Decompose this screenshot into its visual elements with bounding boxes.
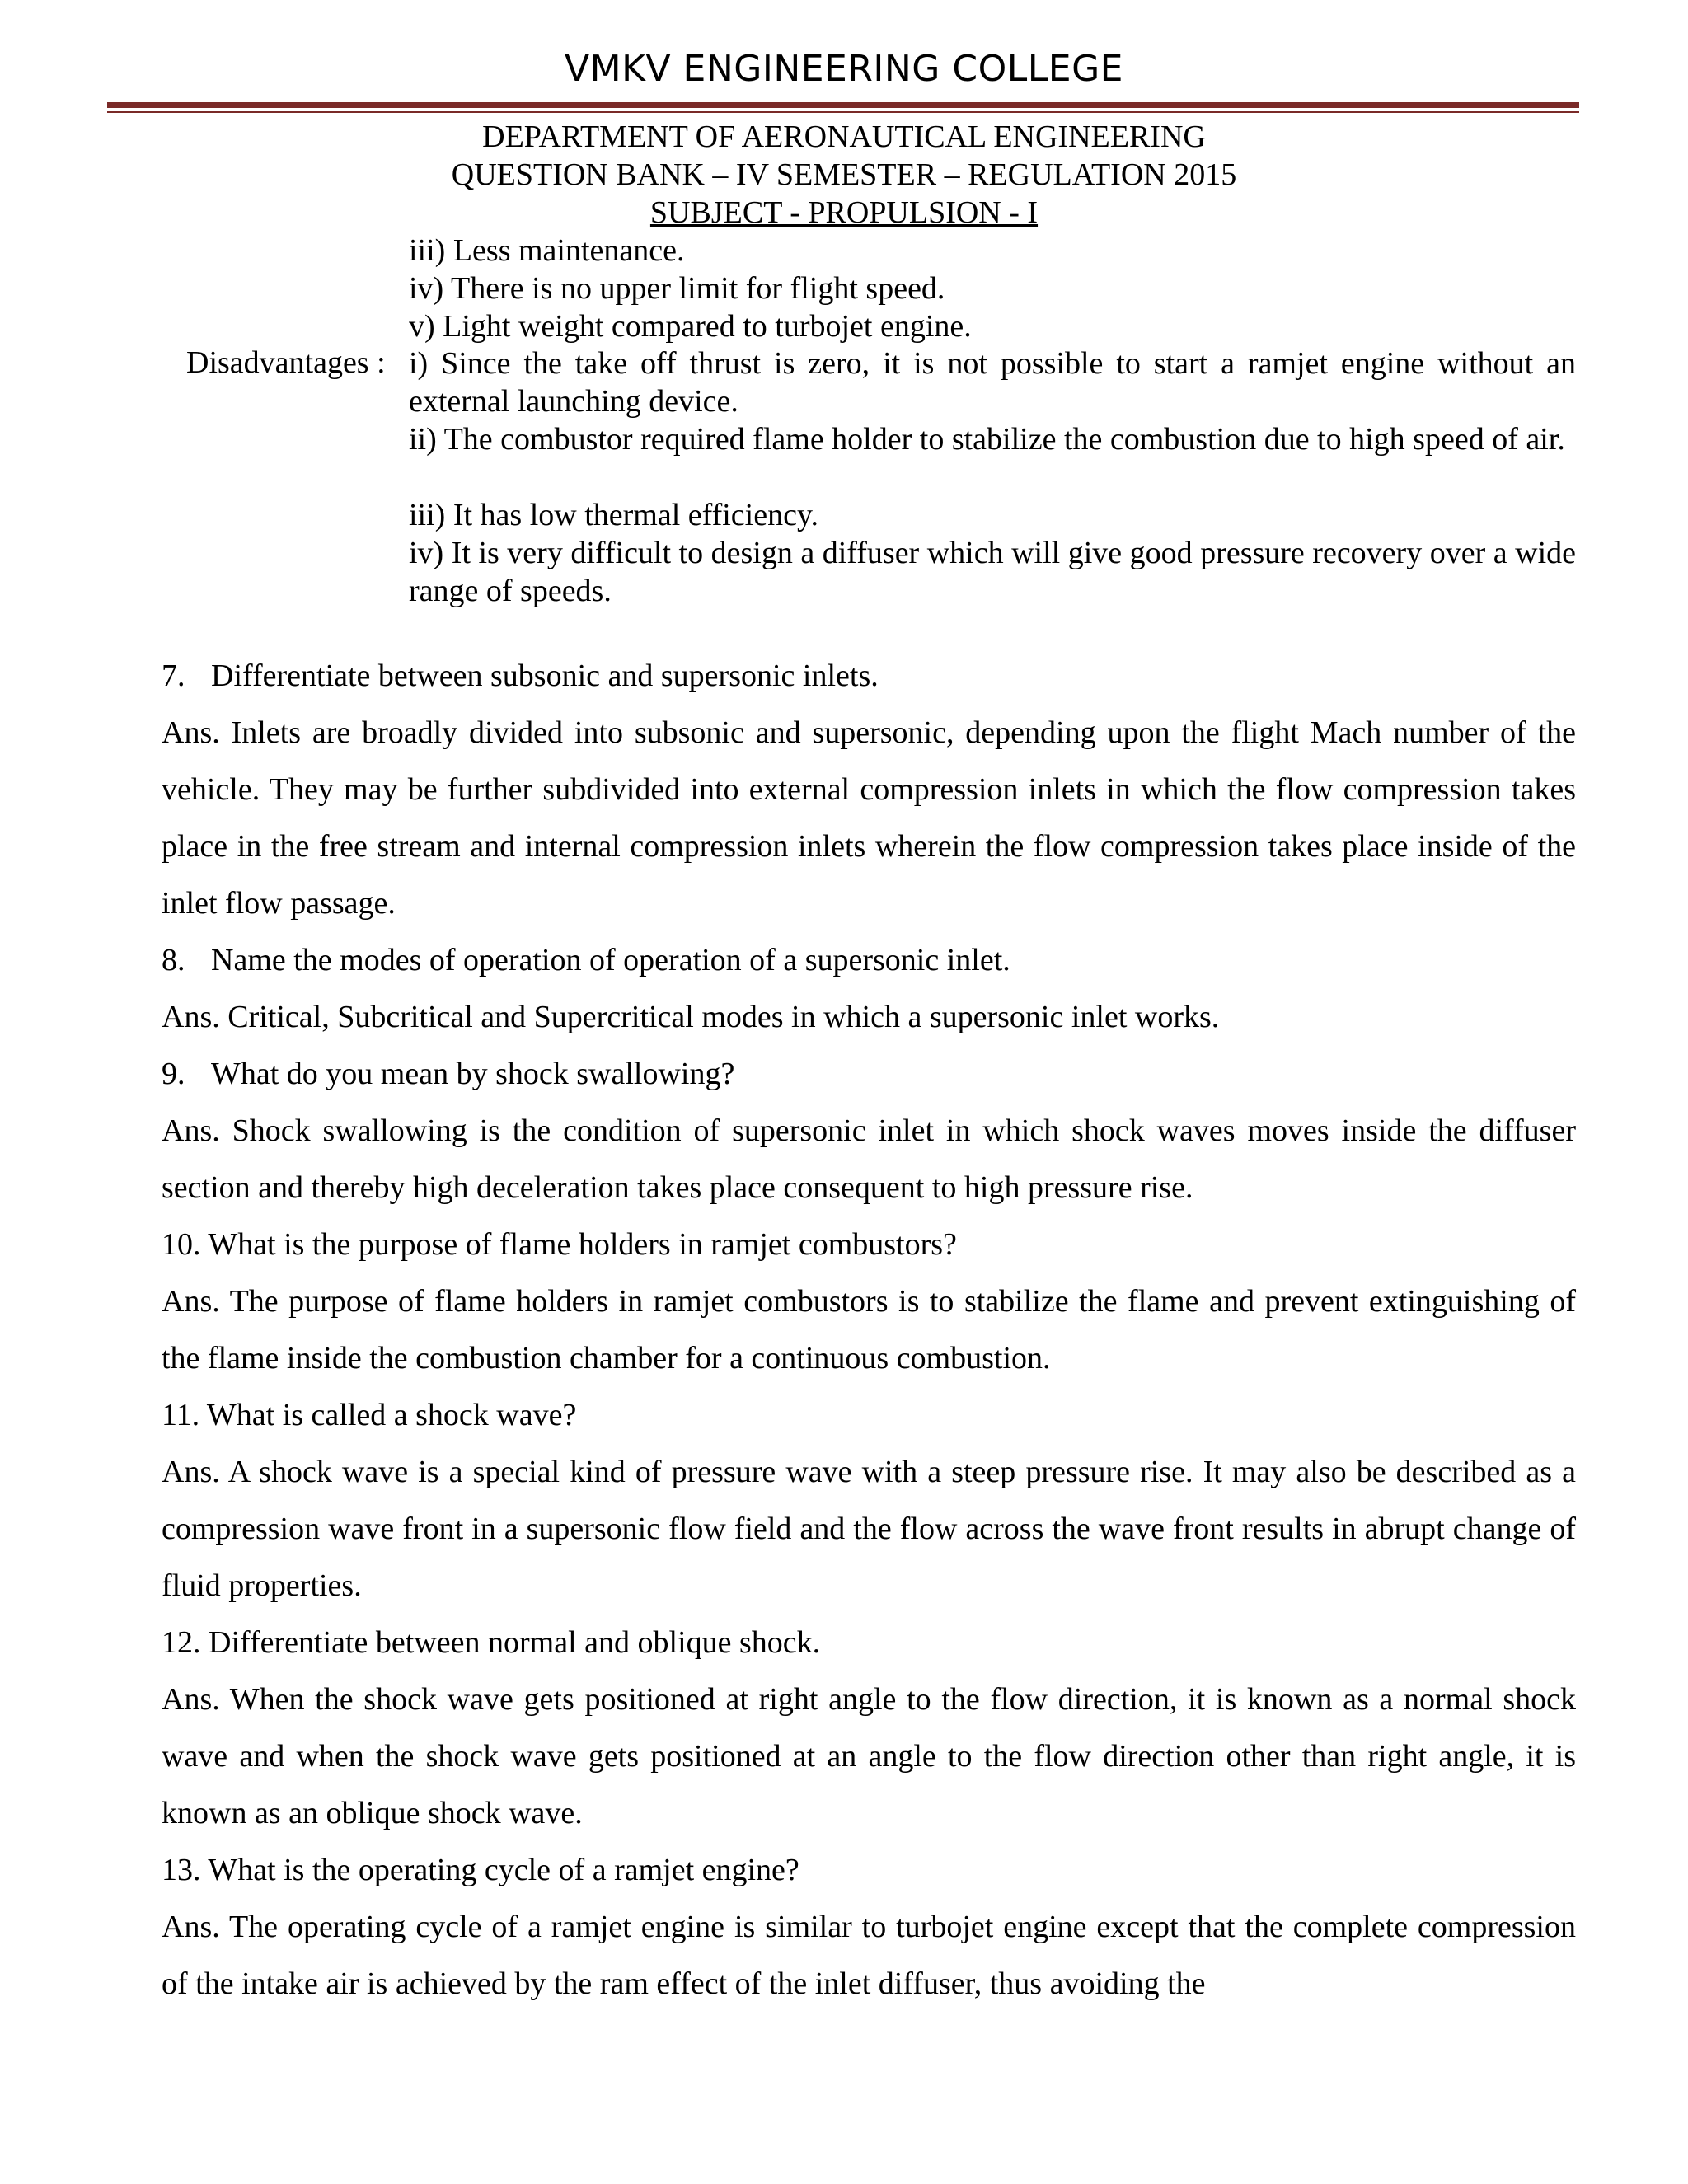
advantage-item: v) Light weight compared to turbojet engine. [409,309,972,344]
qa-section [162,648,1576,2013]
advantage-item: iv) There is no upper limit for flight speed. [409,271,945,306]
question [162,1842,1576,1899]
department-heading: DEPARTMENT OF AERONAUTICAL ENGINEERING [482,120,1206,154]
disadvantage-item: iii) It has low thermal efficiency. [409,498,818,532]
answer: Ans. Critical, Subcritical and Supercritical modes in which a supersonic inlet works. [162,1000,1220,1034]
question-text: What do you mean by shock swallowing? [211,1057,735,1091]
question [162,1387,1576,1444]
disadvantage-item: iv) It is very difficult to design a diffuser which will give good pressure recovery over a wide range of speeds. [409,536,1576,608]
question [162,932,1576,989]
advantage-item: iii) Less maintenance. [409,233,685,268]
disadvantage-item: ii) The combustor required flame holder to stabilize the combustion due to high speed of air. [409,422,1565,457]
disadvantage-item: i) Since the take off thrust is zero, it is not possible to start a ramjet engine without an external launching device. [409,346,1576,419]
answer: Ans. A shock wave is a special kind of pressure wave with a steep pressure rise. It may also be described as a compression wave front in a supersonic flow field and the flow across the wave front results in abrupt change of fluid properties. [162,1455,1576,1603]
answer: Ans. When the shock wave gets positioned at right angle to the flow direction, it is known as a normal shock wave and when the shock wave gets positioned at an angle to the flow direction other than right angle, it is known as an oblique shock wave. [162,1682,1576,1830]
question-number: 11. [162,1398,200,1432]
question [162,1216,1576,1273]
question-number: 9. [162,1057,185,1091]
question-text: Differentiate between normal and oblique shock. [209,1625,821,1660]
question-number: 13. [162,1853,201,1887]
question-bank-heading: QUESTION BANK – IV SEMESTER – REGULATION 2015 [451,157,1237,192]
question-text: What is the operating cycle of a ramjet engine? [208,1853,799,1887]
question [162,1615,1576,1671]
college-title: VMKV ENGINEERING COLLEGE [565,48,1123,90]
question [162,648,1576,705]
disadvantages-label: Disadvantages : [186,345,386,380]
question-number: 12. [162,1625,201,1660]
answer: Ans. Shock swallowing is the condition of supersonic inlet in which shock waves moves inside the diffuser section and thereby high deceleration takes place consequent to high pressure rise. [162,1113,1576,1205]
question [162,1046,1576,1103]
header-rule-thin [107,111,1579,113]
answer: Ans. The purpose of flame holders in ramjet combustors is to stabilize the flame and prevent extinguishing of the flame inside the combustion chamber for a continuous combustion. [162,1284,1576,1376]
question-number: 10. [162,1227,201,1262]
subject-heading: SUBJECT - PROPULSION - I [649,195,1039,230]
answer: Ans. Inlets are broadly divided into subsonic and supersonic, depending upon the flight Mach number of the vehicle. They may be further subdivided into external compression inlets in which the flow compression takes place in the free stream and internal compression inlets wherein the flow compression takes place inside of the inlet flow passage. [162,715,1576,921]
question-text: What is the purpose of flame holders in ramjet combustors? [208,1227,957,1262]
question-text: Name the modes of operation of operation of a supersonic inlet. [211,943,1010,977]
answer: Ans. The operating cycle of a ramjet engine is similar to turbojet engine except that the complete compression of the intake air is achieved by the ram effect of the inlet diffuser, thus avoiding the [162,1910,1576,2001]
question-text: What is called a shock wave? [206,1398,577,1432]
question-number: 7. [162,658,185,693]
question-text: Differentiate between subsonic and supersonic inlets. [211,658,879,693]
question-number: 8. [162,943,185,977]
header-rule-thick [107,102,1579,108]
